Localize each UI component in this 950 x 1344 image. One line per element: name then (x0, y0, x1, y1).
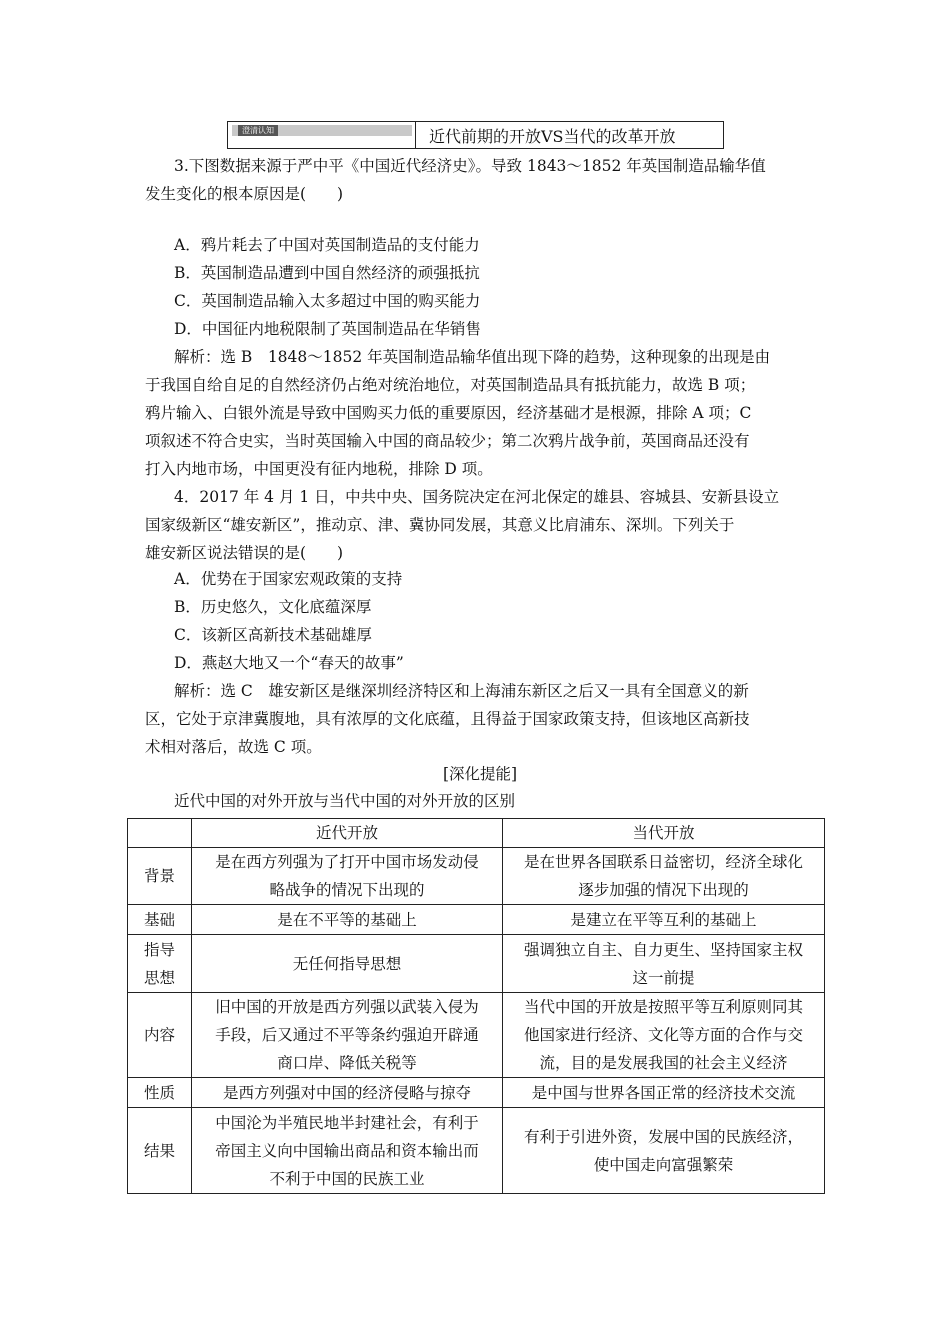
contemporary-cell: 是在世界各国联系日益密切，经济全球化 逐步加强的情况下出现的 (503, 848, 825, 905)
row-label: 指导 思想 (128, 935, 192, 993)
contemporary-cell: 是建立在平等互利的基础上 (503, 905, 825, 935)
modern-cell: 无任何指导思想 (192, 935, 503, 993)
q3-option-b: B．英国制造品遭到中国自然经济的顽强抵抗 (174, 264, 480, 282)
modern-cell: 是在不平等的基础上 (192, 905, 503, 935)
q3-option-d: D．中国征内地税限制了英国制造品在华销售 (174, 320, 481, 338)
table-header-cell: 当代开放 (503, 819, 825, 848)
comparison-table (127, 818, 825, 1194)
q3-stem-line1: 3.下图数据来源于严中平《中国近代经济史》。导致 1843～1852 年英国制造品输华值 (174, 157, 766, 175)
contemporary-cell: 是中国与世界各国正常的经济技术交流 (503, 1078, 825, 1108)
q3-analysis-line2: 于我国自给自足的自然经济仍占绝对统治地位，对英国制造品具有抵抗能力，故选 B 项； (145, 376, 756, 394)
q3-stem-line2: 发生变化的根本原因是( ) (145, 185, 344, 203)
row-label: 结果 (128, 1108, 192, 1194)
table-row (128, 848, 825, 905)
row-label: 性质 (128, 1078, 192, 1108)
q4-option-a: A．优势在于国家宏观政策的支持 (174, 570, 403, 588)
q4-analysis-line1: 解析：选 C 雄安新区是继深圳经济特区和上海浦东新区之后又一具有全国意义的新 (174, 682, 749, 700)
row-label: 背景 (128, 848, 192, 905)
table-row (128, 993, 825, 1078)
header-tag-label: 澄清认知 (238, 125, 278, 136)
header-divider (415, 122, 416, 148)
row-label: 基础 (128, 905, 192, 935)
q4-stem-line1: 4．2017 年 4 月 1 日，中共中央、国务院决定在河北保定的雄县、容城县、安新县设立 (174, 488, 780, 506)
row-label: 内容 (128, 993, 192, 1078)
contemporary-cell: 强调独立自主、自力更生、坚持国家主权 这一前提 (503, 935, 825, 993)
modern-cell: 是在西方列强为了打开中国市场发动侵 略战争的情况下出现的 (192, 848, 503, 905)
q4-stem-line3: 雄安新区说法错误的是( ) (145, 544, 344, 562)
contemporary-cell: 有利于引进外资，发展中国的民族经济， 使中国走向富强繁荣 (503, 1108, 825, 1194)
table-header-row (128, 819, 825, 848)
table-header-cell (128, 819, 192, 848)
section-title: [深化提能] (442, 765, 518, 783)
table-row (128, 935, 825, 993)
section-header-box (227, 121, 724, 149)
q3-analysis-line3: 鸦片输入、白银外流是导致中国购买力低的重要原因，经济基础才是根源，排除 A 项；C (145, 404, 752, 422)
q3-option-a: A．鸦片耗去了中国对英国制造品的支付能力 (174, 236, 480, 254)
q4-stem-line2: 国家级新区“雄安新区”，推动京、津、冀协同发展，其意义比肩浦东、深圳。下列关于 (145, 516, 735, 534)
modern-cell: 是西方列强对中国的经济侵略与掠夺 (192, 1078, 503, 1108)
table-row (128, 905, 825, 935)
table-row (128, 1108, 825, 1194)
modern-cell: 旧中国的开放是西方列强以武装入侵为 手段，后又通过不平等条约强迫开辟通 商口岸、降低关税等 (192, 993, 503, 1078)
table-header-cell: 近代开放 (192, 819, 503, 848)
q4-option-d: D．燕赵大地又一个“春天的故事” (174, 654, 404, 672)
contemporary-cell: 当代中国的开放是按照平等互利原则同其 他国家进行经济、文化等方面的合作与交 流，目的是发展我国的社会主义经济 (503, 993, 825, 1078)
q3-analysis-line1: 解析：选 B 1848～1852 年英国制造品输华值出现下降的趋势，这种现象的出现是由 (174, 348, 771, 366)
q3-analysis-line4: 项叙述不符合史实，当时英国输入中国的商品较少；第二次鸦片战争前，英国商品还没有 (145, 432, 750, 450)
modern-cell: 中国沦为半殖民地半封建社会，有利于 帝国主义向中国输出商品和资本输出而 不利于中国的民族工业 (192, 1108, 503, 1194)
header-tag-bar (232, 125, 412, 136)
q3-option-c: C．英国制造品输入太多超过中国的购买能力 (174, 292, 481, 310)
q4-analysis-line3: 术相对落后，故选 C 项。 (145, 738, 322, 756)
table-row (128, 1078, 825, 1108)
q4-option-b: B．历史悠久，文化底蕴深厚 (174, 598, 372, 616)
q4-option-c: C．该新区高新技术基础雄厚 (174, 626, 372, 644)
section-subtitle: 近代中国的对外开放与当代中国的对外开放的区别 (174, 792, 516, 810)
q4-analysis-line2: 区，它处于京津冀腹地，具有浓厚的文化底蕴，且得益于国家政策支持，但该地区高新技 (145, 710, 750, 728)
header-title: 近代前期的开放VS当代的改革开放 (429, 127, 676, 146)
q3-analysis-line5: 打入内地市场，中国更没有征内地税，排除 D 项。 (145, 460, 493, 478)
